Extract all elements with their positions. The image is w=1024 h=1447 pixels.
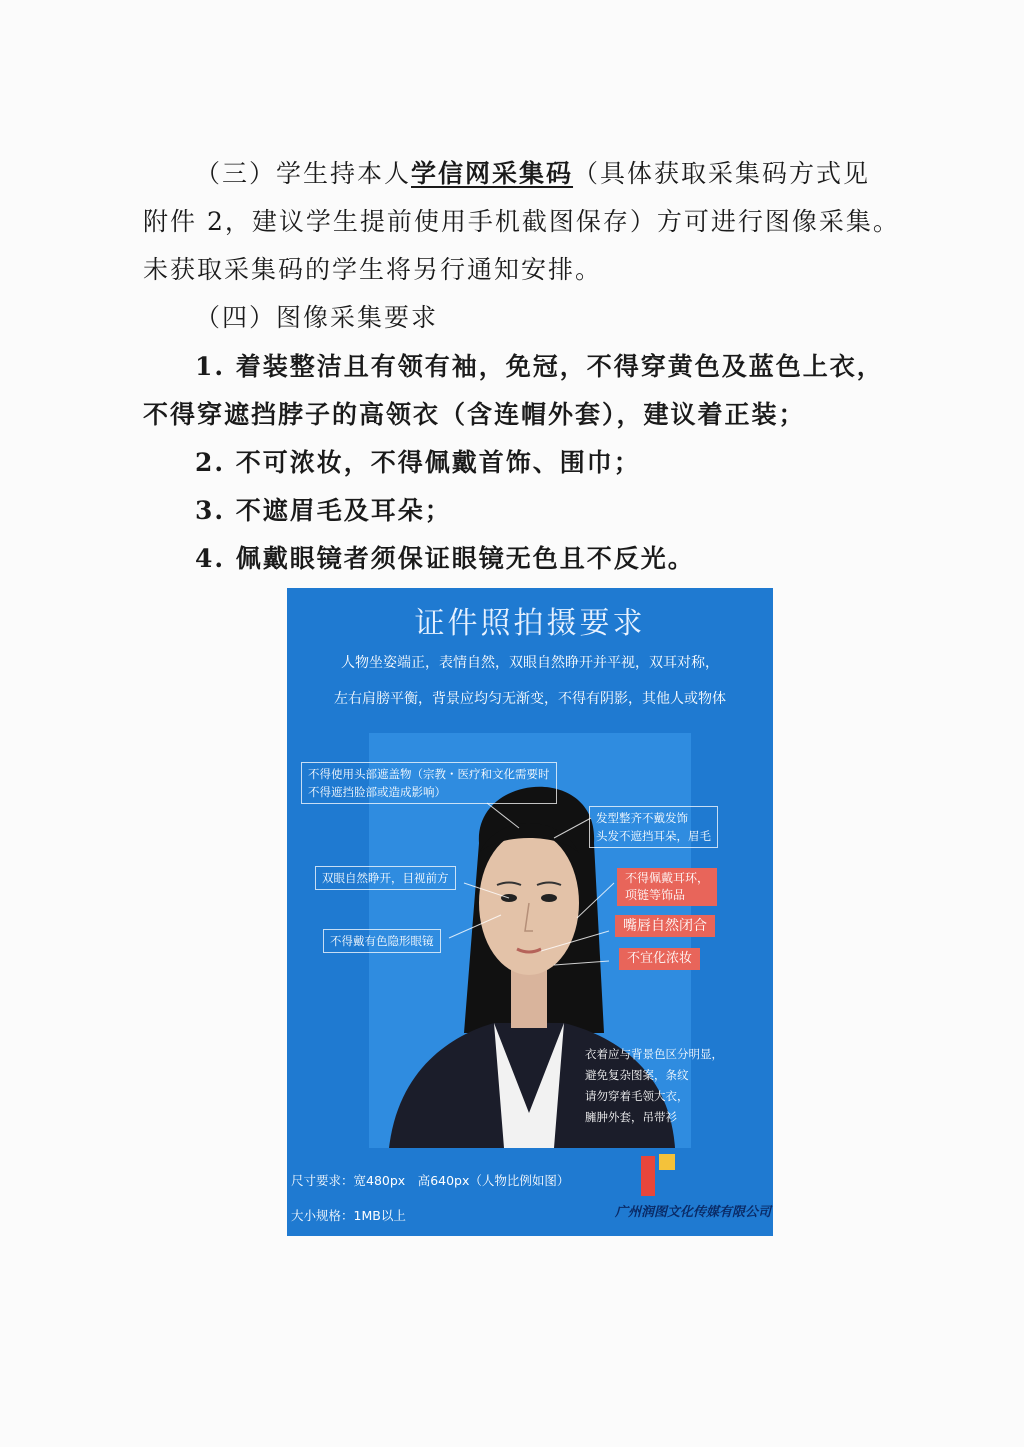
file-size-requirement: 大小规格：1MB以上	[291, 1208, 406, 1223]
p3-prefix: （三）学生持本人	[195, 159, 412, 188]
earring-callout-line-1: 不得佩戴耳环，	[625, 871, 710, 885]
id-photo-requirements-poster	[287, 588, 773, 1236]
clothing-note-line-4: 臃肿外套，吊带衫	[585, 1110, 677, 1124]
requirement-4: 4. 佩戴眼镜者须保证眼镜无色且不反光。	[195, 544, 695, 573]
poster-subtitle-2: 左右肩膀平衡，背景应均匀无渐变，不得有阴影，其他人或物体	[334, 691, 726, 707]
earring-callout-line-2: 项链等饰品	[625, 888, 686, 902]
head-covering-callout	[301, 762, 557, 804]
makeup-callout: 不宜化浓妆	[619, 948, 700, 970]
company-name: 广州润图文化传媒有限公司	[614, 1205, 771, 1220]
hair-callout-line-2: 头发不遮挡耳朵，眉毛	[596, 829, 711, 843]
paragraph-3-line-1	[143, 150, 883, 198]
section-4-heading: （四）图像采集要求	[195, 303, 439, 332]
hair-callout-line-1: 发型整齐不戴发饰	[596, 811, 688, 825]
clothing-note-line-2: 避免复杂图案，条纹	[585, 1068, 689, 1082]
clothing-note-line-3: 请勿穿着毛领大衣，	[585, 1089, 689, 1103]
size-requirement: 尺寸要求：宽480px 高640px（人物比例如图）	[291, 1173, 570, 1188]
neck-shape	[511, 968, 547, 1028]
head-callout-line-1: 不得使用头部遮盖物（宗教・医疗和文化需要时	[308, 767, 550, 781]
lips-callout: 嘴唇自然闭合	[615, 915, 715, 937]
p3-suffix: （具体获取采集码方式见	[573, 159, 871, 188]
requirement-3: 3. 不遮眉毛及耳朵；	[195, 496, 452, 525]
paragraph-3-line-3: 未获取采集码的学生将另行通知安排。	[143, 255, 603, 284]
contact-lens-callout: 不得戴有色隐形眼镜	[323, 929, 441, 953]
clothing-note-line-1: 衣着应与背景色区分明显，	[585, 1047, 723, 1061]
requirement-2: 2. 不可浓妆，不得佩戴首饰、围巾；	[195, 448, 641, 477]
company-logo-icon	[641, 1154, 677, 1196]
hair-callout	[589, 806, 718, 848]
head-callout-line-2: 不得遮挡脸部或造成影响）	[308, 785, 446, 799]
earring-callout	[617, 868, 717, 906]
paragraph-3-line-2: 附件 2，建议学生提前使用手机截图保存）方可进行图像采集。	[143, 207, 900, 236]
clothing-note	[585, 1044, 723, 1128]
eyes-callout: 双眼自然睁开，目视前方	[315, 866, 456, 890]
xuexin-code-text: 学信网采集码	[411, 159, 574, 188]
poster-title: 证件照拍摄要求	[414, 606, 646, 641]
poster-subtitle-1: 人物坐姿端正，表情自然，双眼自然睁开并平视，双耳对称，	[341, 655, 719, 671]
requirement-1-line-2: 不得穿遮挡脖子的高领衣（含连帽外套），建议着正装；	[143, 400, 806, 429]
requirement-1-line-1: 1. 着装整洁且有领有袖，免冠，不得穿黄色及蓝色上衣，	[195, 352, 884, 381]
